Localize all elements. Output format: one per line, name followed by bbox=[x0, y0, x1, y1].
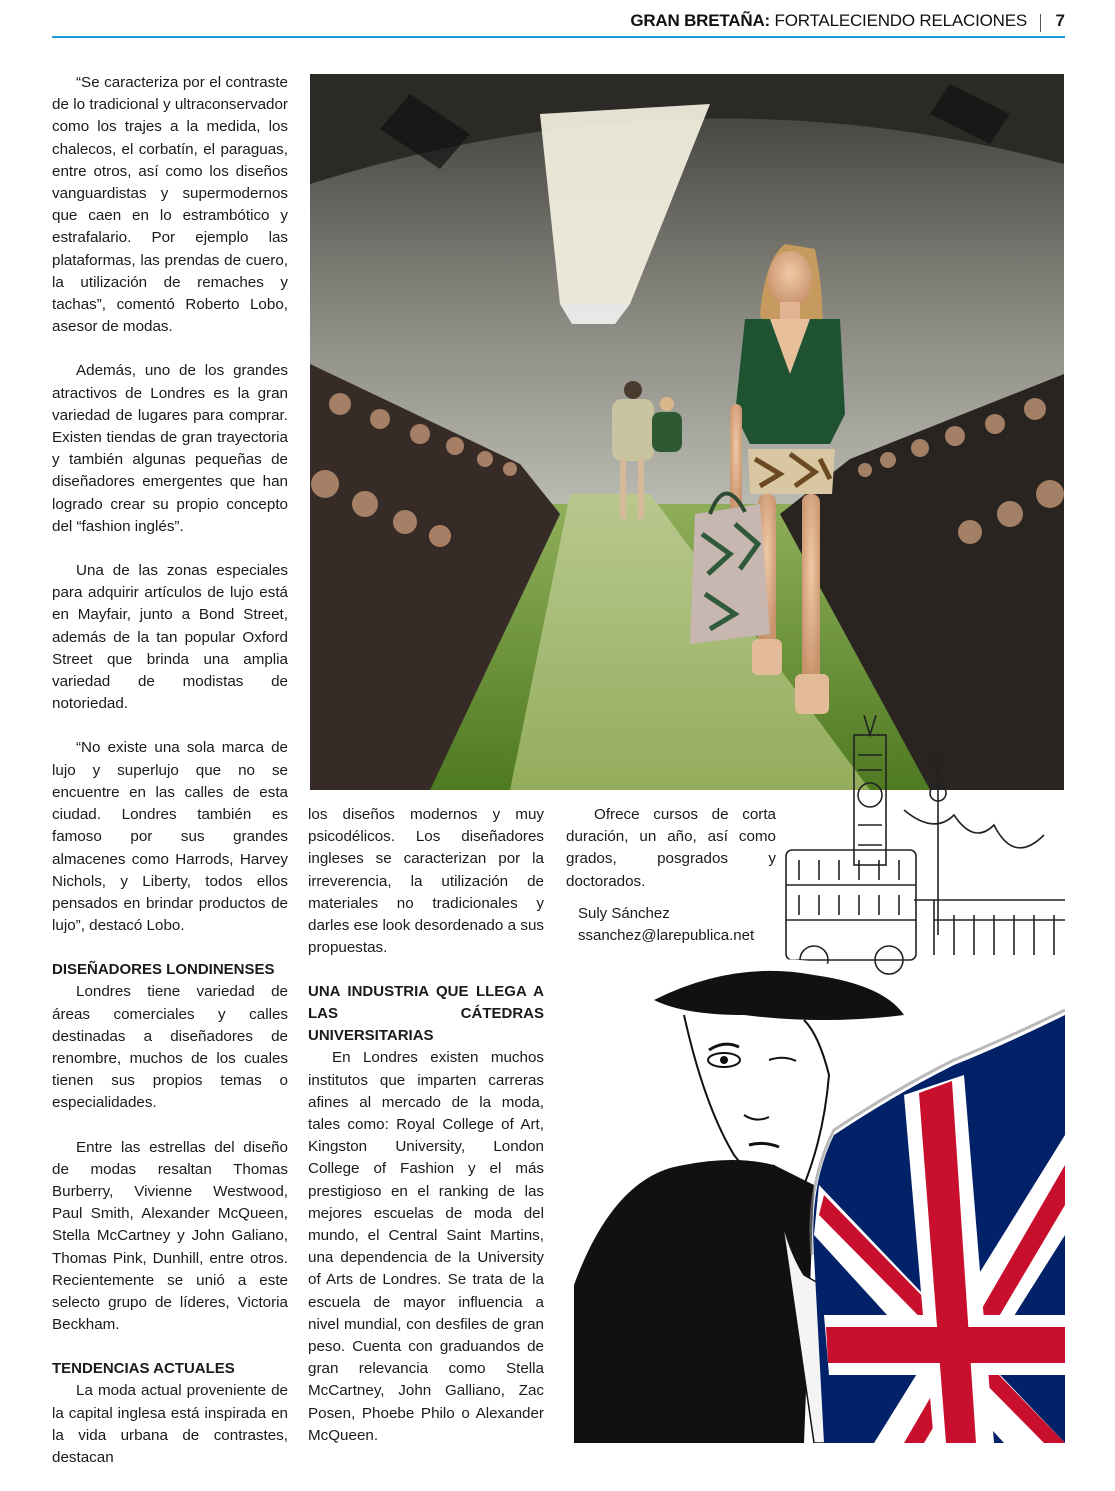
paragraph: En Londres existen muchos institutos que imparten carreras afines al mercado de la moda, tales como: Royal College of Art, Kingston University, London College of Fashion y el más prestigioso en el ranking de las mejores escuelas de moda del mundo, el Central Saint Martins, una dependencia de la University of Arts de Londres. Se trata de la escuela de mayor influencia a nivel mundial, con desfiles de gran peso. Cuenta con graduandos de gran relevancia como Stella McCartney, John Galliano, Zac Posen, Phoebe Philo o Alexander McQueen. bbox=[308, 1049, 544, 1444]
paragraph: Londres tiene variedad de áreas comerciales y calles destinadas a diseñadores de renombre, muchos de los cuales tienen sus propios temas o especialidades. bbox=[52, 983, 288, 1112]
london-illustration bbox=[574, 715, 1065, 1443]
paragraph: los diseños modernos y muy psicodélicos. Los diseñadores ingleses se caracterizan por la irreverencia, la utilización de materiales no tradicionales y darles ese look desordenado a sus propuestas. bbox=[308, 806, 544, 957]
paragraph: “Se caracteriza por el contraste de lo tradicional y ultraconservador como los trajes a la medida, los chalecos, el corbatín, el paraguas, entre otros, así como los diseños vanguardistas y supermodernos que caen en lo estrambótico y estrafalario. Por ejemplo las plataformas, las prendas de cuero, la utilización de remaches y tachas”, comentó Roberto Lobo, asesor de modas. bbox=[52, 74, 288, 336]
london-illustration-graphic bbox=[574, 715, 1065, 1443]
article-column-2 bbox=[308, 804, 544, 1469]
subheading: UNA INDUSTRIA QUE LLEGA A LAS CÁTEDRAS UNIVERSITARIAS bbox=[308, 983, 544, 1045]
runway-photo-graphic bbox=[310, 74, 1064, 790]
section-title-bold: GRAN BRETAÑA: bbox=[630, 11, 770, 30]
paragraph: Entre las estrellas del diseño de modas resaltan Thomas Burberry, Vivienne Westwood, Paul Smith, Alexander McQueen, Stella McCartney y John Galiano, Thomas Pink, Dunhill, entre otros. Recientemente se unió a este selecto grupo de líderes, Victoria Beckham. bbox=[52, 1138, 288, 1334]
page-header bbox=[52, 6, 1065, 38]
author-email: ssanchez@larepublica.net bbox=[578, 927, 755, 944]
section-title-rest: FORTALECIENDO RELACIONES bbox=[774, 11, 1027, 30]
paragraph: “No existe una sola marca de lujo y superlujo que no se encuentre en las calles de esta ciudad. Londres también es famoso por sus grandes almacenes como Harrods, Harvey Nichols, y Liberty, todos ellos pensados en brindar productos de lujo”, destacó Lobo. bbox=[52, 739, 288, 935]
paragraph: Además, uno de los grandes atractivos de Londres es la gran variedad de lugares para comprar. Existen tiendas de gran trayectoria y también algunas pequeñas de diseñadores emergentes que han logrado crear su propio concepto del “fashion inglés”. bbox=[52, 362, 288, 535]
header-divider bbox=[1040, 14, 1041, 32]
runway-photo bbox=[310, 74, 1064, 790]
subheading: TENDENCIAS ACTUALES bbox=[52, 1360, 235, 1378]
section-title bbox=[630, 11, 1027, 31]
paragraph: Ofrece cursos de corta duración, un año, así como grados, posgrados y doctorados. bbox=[566, 806, 776, 890]
article-column-1 bbox=[52, 72, 288, 1491]
subheading: DISEÑADORES LONDINENSES bbox=[52, 961, 275, 979]
author-name: Suly Sánchez bbox=[578, 905, 670, 922]
page-number: 7 bbox=[1055, 11, 1065, 30]
paragraph: Una de las zonas especiales para adquirir artículos de lujo está en Mayfair, junto a Bond Street, además de la tan popular Oxford Street que brinda una amplia variedad de modistas de notoriedad. bbox=[52, 562, 288, 713]
paragraph: La moda actual proveniente de la capital inglesa está inspirada en la vida urbana de contrastes, destacan bbox=[52, 1382, 288, 1466]
